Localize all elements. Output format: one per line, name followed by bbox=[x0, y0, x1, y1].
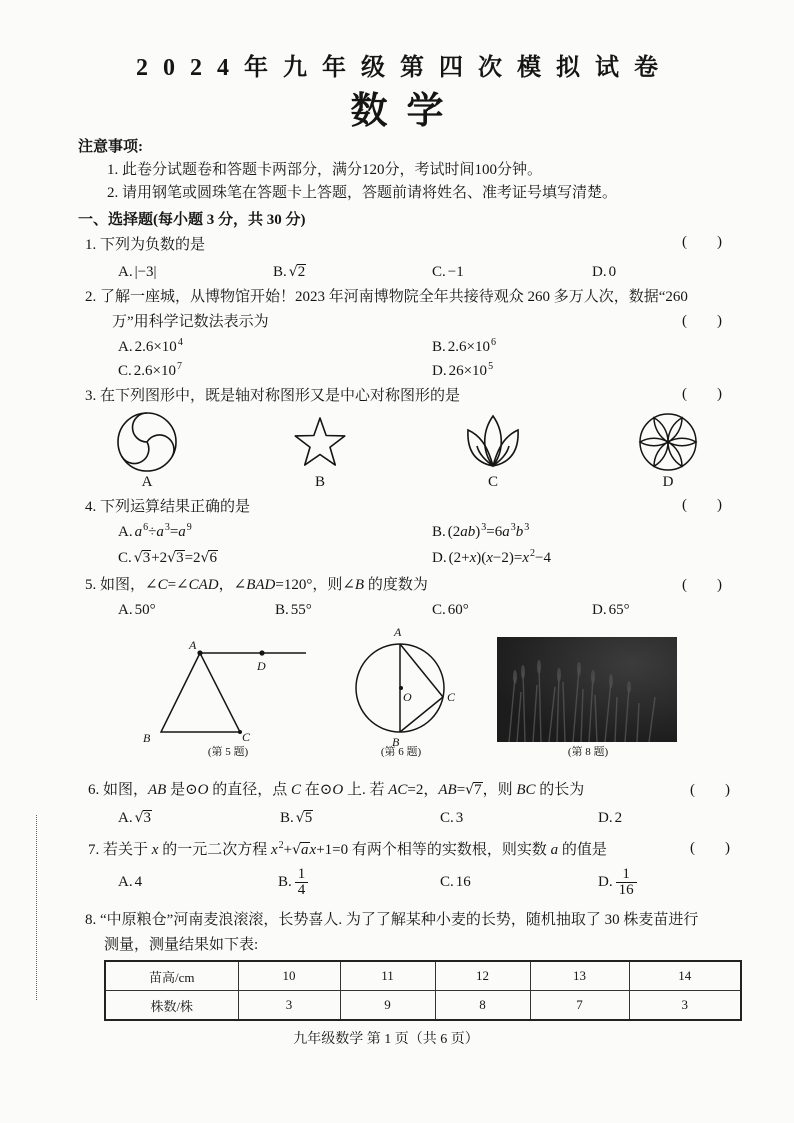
math-text: 2.6×10 bbox=[447, 339, 490, 355]
option-label: C. bbox=[118, 550, 132, 566]
q1-answer-bracket: ( ) bbox=[682, 234, 722, 250]
math-text: ÷ bbox=[148, 524, 157, 540]
stem-text: 6. 如图， bbox=[88, 782, 149, 798]
notice-item-2: 2. 请用钢笔或圆珠笔在答题卡上答题，答题前请将姓名、准考证号填写清楚。 bbox=[107, 185, 618, 201]
math-var: a bbox=[156, 524, 164, 540]
math-text: 2.6×10 bbox=[134, 339, 177, 355]
option-value: 65° bbox=[608, 602, 630, 618]
star-figure bbox=[292, 414, 348, 470]
math-exp: 9 bbox=[186, 522, 192, 533]
math-var: x bbox=[469, 550, 477, 566]
q1-option-d bbox=[592, 262, 616, 282]
radicand: 3 bbox=[176, 550, 184, 566]
table-cell: 10 bbox=[238, 961, 340, 991]
math-var: a bbox=[178, 524, 186, 540]
option-label: B. bbox=[432, 339, 446, 355]
wheat-field-photo bbox=[497, 637, 677, 742]
figure-8-caption: (第 8 题) bbox=[567, 746, 609, 758]
option-value: 0 bbox=[608, 264, 617, 280]
q2-option-a bbox=[118, 337, 183, 357]
point-label-c: C bbox=[242, 730, 251, 744]
stem-text: = bbox=[456, 782, 466, 798]
math-var: AB bbox=[438, 782, 457, 798]
math-var: x bbox=[522, 550, 529, 566]
stem-text: 上. 若 bbox=[343, 782, 389, 798]
math-text: =2 bbox=[184, 550, 201, 566]
option-value: |−3| bbox=[134, 264, 157, 280]
math-var: a bbox=[502, 524, 510, 540]
rosette-circle-figure bbox=[638, 412, 698, 472]
option-label: A. bbox=[118, 524, 133, 540]
math-exp: 6 bbox=[143, 522, 149, 533]
sqrt-sign: √ bbox=[200, 550, 210, 566]
option-value: −1 bbox=[447, 264, 464, 280]
radicand: a bbox=[301, 842, 309, 858]
row-header: 苗高/cm bbox=[105, 961, 238, 991]
q7-stem bbox=[88, 840, 607, 860]
numerator: 1 bbox=[622, 866, 630, 883]
notice-heading: 注意事项: bbox=[78, 139, 143, 155]
math-var: BAD bbox=[246, 577, 276, 593]
math-var: x bbox=[270, 842, 278, 858]
option-label: B. bbox=[432, 524, 446, 540]
math-text: (2 bbox=[447, 524, 461, 540]
q3-figure-label-d: D bbox=[662, 474, 674, 490]
figure-5-caption: (第 5 题) bbox=[207, 746, 249, 758]
stem-text: =120°，则∠ bbox=[275, 577, 355, 593]
option-label: D. bbox=[598, 810, 613, 826]
q1-option-a bbox=[118, 262, 157, 282]
q5-option-c bbox=[432, 600, 469, 620]
q2-option-c bbox=[118, 361, 182, 381]
point-label-c: C bbox=[447, 690, 456, 704]
math-exp: 3 bbox=[481, 522, 487, 533]
stem-text: 的长为 bbox=[535, 782, 585, 798]
sqrt-sign: √ bbox=[167, 550, 177, 566]
sqrt-sign: √ bbox=[134, 810, 144, 826]
q4-stem: 4. 下列运算结果正确的是 bbox=[85, 499, 251, 515]
q7-option-d bbox=[598, 864, 637, 900]
q1-stem: 1. 下列为负数的是 bbox=[85, 237, 206, 253]
math-exp: 3 bbox=[164, 522, 170, 533]
option-label: D. bbox=[598, 874, 613, 890]
math-text: =6 bbox=[486, 524, 503, 540]
q1-option-c bbox=[432, 262, 464, 282]
table-cell: 12 bbox=[435, 961, 530, 991]
q2-option-b bbox=[432, 337, 496, 357]
radicand: 3 bbox=[143, 810, 152, 826]
point-label-b: B bbox=[143, 731, 151, 745]
sqrt-sign: √ bbox=[292, 842, 302, 858]
q2-answer-bracket: ( ) bbox=[682, 313, 722, 329]
stem-text: 的直径，点 bbox=[208, 782, 292, 798]
option-value: 16 bbox=[455, 874, 471, 890]
math-var: AB bbox=[148, 782, 167, 798]
point-label-a: A bbox=[394, 625, 402, 639]
section-heading: 一、选择题(每小题 3 分，共 30 分) bbox=[78, 212, 306, 228]
fraction bbox=[295, 867, 309, 898]
q5-stem bbox=[85, 575, 428, 595]
sqrt-sign: √ bbox=[288, 264, 298, 280]
math-var: O bbox=[197, 782, 209, 798]
q3-answer-bracket: ( ) bbox=[682, 386, 722, 402]
point-label-o: O bbox=[403, 690, 412, 704]
q3-stem: 3. 在下列图形中，既是轴对称图形又是中心对称图形的是 bbox=[85, 388, 461, 404]
q7-option-b bbox=[278, 864, 308, 900]
q6-answer-bracket: ( ) bbox=[690, 782, 730, 798]
sqrt-sign: √ bbox=[465, 782, 475, 798]
q6-stem bbox=[88, 780, 584, 800]
table-cell: 3 bbox=[238, 991, 340, 1021]
fraction bbox=[616, 867, 637, 898]
q4-option-c bbox=[118, 548, 218, 568]
triangle-figure bbox=[140, 638, 315, 748]
math-exp: 5 bbox=[488, 361, 494, 372]
math-var: a bbox=[550, 842, 559, 858]
q4-option-b bbox=[432, 522, 529, 542]
q5-answer-bracket: ( ) bbox=[682, 577, 722, 593]
q6-option-b bbox=[280, 808, 313, 828]
stem-text: 的一元二次方程 bbox=[158, 842, 271, 858]
q3-figure-label-c: C bbox=[487, 474, 498, 490]
subject-title: 数学 bbox=[350, 91, 463, 132]
math-text: −2)= bbox=[492, 550, 523, 566]
denominator: 16 bbox=[616, 882, 637, 898]
stem-text: ，∠ bbox=[218, 577, 247, 593]
q6-option-d bbox=[598, 808, 622, 828]
math-exp: 4 bbox=[177, 337, 183, 348]
q6-option-a bbox=[118, 808, 152, 828]
stem-text: 5. 如图，∠ bbox=[85, 577, 158, 593]
math-text: ) bbox=[475, 524, 481, 540]
table-cell: 7 bbox=[530, 991, 629, 1021]
q4-answer-bracket: ( ) bbox=[682, 497, 722, 513]
math-text: 2.6×10 bbox=[133, 363, 176, 379]
q5-option-b bbox=[275, 600, 312, 620]
q2-option-d bbox=[432, 361, 493, 381]
q3-figure-label-a: A bbox=[141, 474, 153, 490]
option-label: B. bbox=[280, 810, 294, 826]
table-row bbox=[105, 961, 741, 991]
table-cell: 3 bbox=[629, 991, 741, 1021]
option-label: A. bbox=[118, 264, 133, 280]
sqrt-sign: √ bbox=[295, 810, 305, 826]
math-exp: 3 bbox=[510, 522, 516, 533]
radicand: 7 bbox=[474, 782, 482, 798]
option-label: A. bbox=[118, 874, 133, 890]
q3-figure-label-b: B bbox=[314, 474, 325, 490]
swirl-circle-figure bbox=[115, 410, 179, 474]
denominator: 4 bbox=[295, 882, 309, 898]
math-exp: 2 bbox=[278, 840, 284, 851]
math-var: C bbox=[291, 782, 302, 798]
math-text: = bbox=[169, 524, 179, 540]
table-cell: 9 bbox=[340, 991, 435, 1021]
q4-option-d bbox=[432, 548, 551, 568]
option-label: D. bbox=[592, 602, 607, 618]
stem-text: +1=0 有两个相等的实数根，则实数 bbox=[316, 842, 551, 858]
point-label-b: B bbox=[392, 735, 400, 749]
q2-stem-line-1: 2. 了解一座城，从博物馆开始！2023 年河南博物院全年共接待观众 260 多万人次，数据“260 bbox=[85, 289, 688, 305]
stem-text: 是⊙ bbox=[166, 782, 198, 798]
radicand: 5 bbox=[304, 810, 313, 826]
math-var: x bbox=[309, 842, 317, 858]
math-var: O bbox=[332, 782, 344, 798]
option-value: 2 bbox=[614, 810, 623, 826]
math-text: 26×10 bbox=[448, 363, 488, 379]
binding-line bbox=[36, 815, 37, 1000]
table-cell: 8 bbox=[435, 991, 530, 1021]
q8-stem-line-2: 测量，测量结果如下表: bbox=[104, 937, 259, 953]
stem-text: 的度数为 bbox=[367, 577, 428, 593]
math-text: +2 bbox=[151, 550, 168, 566]
table-cell: 14 bbox=[629, 961, 741, 991]
option-label: C. bbox=[118, 363, 132, 379]
q4-option-a bbox=[118, 522, 192, 542]
option-label: B. bbox=[273, 264, 287, 280]
circle-diameter-figure bbox=[348, 622, 463, 750]
page-footer: 九年级数学 第 1 页（共 6 页） bbox=[293, 1032, 479, 1047]
math-var: a bbox=[134, 524, 143, 540]
q6-option-c bbox=[440, 808, 463, 828]
table-cell: 11 bbox=[340, 961, 435, 991]
math-var: BC bbox=[516, 782, 536, 798]
stem-text: =∠ bbox=[167, 577, 189, 593]
q5-option-d bbox=[592, 600, 630, 620]
math-text: −4 bbox=[535, 550, 551, 566]
radicand: 2 bbox=[297, 264, 306, 280]
option-label: B. bbox=[275, 602, 289, 618]
lotus-figure bbox=[463, 410, 523, 470]
stem-text: 在⊙ bbox=[301, 782, 333, 798]
table-row bbox=[105, 991, 741, 1021]
math-exp: 2 bbox=[530, 548, 535, 559]
option-label: C. bbox=[432, 602, 446, 618]
row-header: 株数/株 bbox=[105, 991, 238, 1021]
option-label: C. bbox=[432, 264, 446, 280]
option-value: 55° bbox=[290, 602, 312, 618]
stem-text: 的值是 bbox=[558, 842, 607, 858]
stem-text: ，则 bbox=[482, 782, 517, 798]
option-label: A. bbox=[118, 602, 133, 618]
q5-option-a bbox=[118, 600, 156, 620]
math-text: (2+ bbox=[448, 550, 470, 566]
option-value: 50° bbox=[134, 602, 156, 618]
option-label: A. bbox=[118, 339, 133, 355]
point-label-d: D bbox=[257, 659, 266, 673]
stem-text: =2， bbox=[407, 782, 439, 798]
option-label: C. bbox=[440, 874, 454, 890]
q2-stem-line-2: 万”用科学记数法表示为 bbox=[112, 314, 269, 330]
option-value: 3 bbox=[455, 810, 464, 826]
q7-answer-bracket: ( ) bbox=[690, 840, 730, 856]
point-label-a: A bbox=[189, 638, 197, 652]
math-var: B bbox=[354, 577, 365, 593]
math-var: x bbox=[151, 842, 159, 858]
option-label: D. bbox=[432, 363, 447, 379]
math-var: x bbox=[486, 550, 493, 566]
math-var: AC bbox=[388, 782, 408, 798]
math-exp: 3 bbox=[524, 522, 530, 533]
math-var: b bbox=[515, 524, 524, 540]
figure-6-caption: (第 6 题) bbox=[380, 746, 422, 758]
math-var: ab bbox=[460, 524, 476, 540]
option-label: D. bbox=[432, 550, 447, 566]
notice-item-1: 1. 此卷分试题卷和答题卡两部分，满分120分，考试时间100分钟。 bbox=[107, 162, 543, 178]
seedling-height-table bbox=[104, 960, 742, 1021]
option-label: A. bbox=[118, 810, 133, 826]
q7-option-a bbox=[118, 864, 142, 900]
stem-text: 7. 若关于 bbox=[88, 842, 152, 858]
stem-text: + bbox=[283, 842, 293, 858]
math-exp: 6 bbox=[490, 337, 496, 348]
q1-option-b bbox=[273, 262, 306, 282]
q7-option-c bbox=[440, 864, 471, 900]
exam-title: 2024年九年级第四次模拟试卷 bbox=[136, 55, 673, 81]
q8-stem-line-1: 8. “中原粮仓”河南麦浪滚滚，长势喜人. 为了了解某种小麦的长势，随机抽取了 30 株麦苗进行 bbox=[85, 912, 699, 928]
option-label: B. bbox=[278, 874, 292, 890]
option-value: 60° bbox=[447, 602, 469, 618]
radicand: 6 bbox=[209, 550, 217, 566]
option-value: 4 bbox=[134, 874, 143, 890]
math-var: CAD bbox=[188, 577, 219, 593]
option-label: C. bbox=[440, 810, 454, 826]
option-label: D. bbox=[592, 264, 607, 280]
table-cell: 13 bbox=[530, 961, 629, 991]
radicand: 3 bbox=[142, 550, 151, 566]
sqrt-sign: √ bbox=[133, 550, 143, 566]
math-exp: 7 bbox=[176, 361, 182, 372]
math-text: )( bbox=[476, 550, 487, 566]
numerator: 1 bbox=[297, 866, 306, 883]
math-var: C bbox=[157, 577, 168, 593]
